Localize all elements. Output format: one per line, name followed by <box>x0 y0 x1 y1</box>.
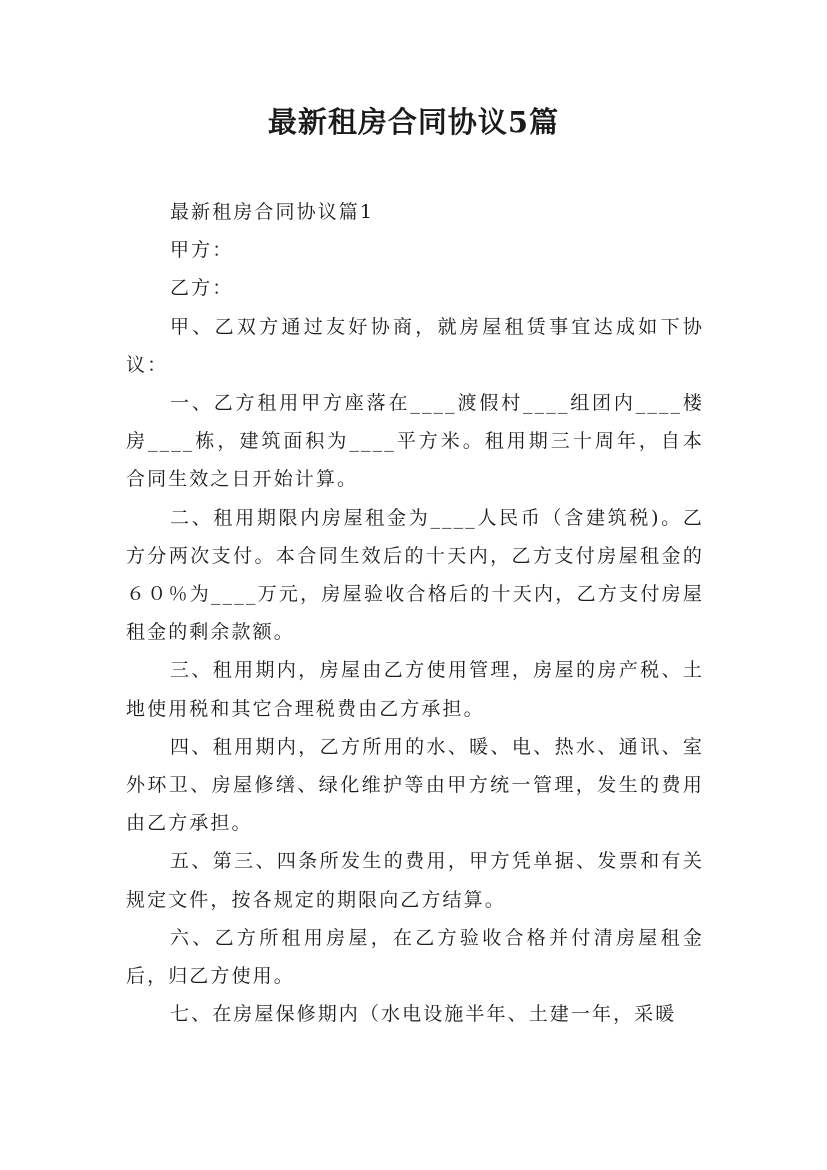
clause-1: 一、乙方租用甲方座落在____渡假村____组团内____楼房____栋，建筑面积为____平方米。租用期三十周年，自本合同生效之日开始计算。 <box>126 392 704 491</box>
clause-7: 七、在房屋保修期内（水电设施半年、土建一年，采暖 <box>170 1003 677 1026</box>
document-body <box>126 193 704 1033</box>
clause-3: 三、租用期内，房屋由乙方使用管理，房屋的房产税、土地使用税和其它合理税费由乙方承担。 <box>126 659 704 720</box>
party-b-line: 乙方： <box>170 277 234 300</box>
clause-4: 四、租用期内，乙方所用的水、暖、电、热水、通讯、室外环卫、房屋修缮、绿化维护等由甲方统一管理，发生的费用由乙方承担。 <box>126 735 704 835</box>
document-title: 最新租房合同协议5篇 <box>267 105 560 139</box>
clause-6: 六、乙方所租用房屋，在乙方验收合格并付清房屋租金后，归乙方使用。 <box>126 926 704 988</box>
intro-paragraph: 甲、乙双方通过友好协商，就房屋租赁事宜达成如下协议： <box>126 315 704 376</box>
clause-5: 五、第三、四条所发生的费用，甲方凭单据、发票和有关规定文件，按各规定的期限向乙方结算。 <box>126 850 704 911</box>
section-heading: 最新租房合同协议篇1 <box>170 201 375 223</box>
party-a-line: 甲方： <box>170 239 234 262</box>
clause-2: 二、租用期限内房屋租金为____人民币（含建筑税)。乙方分两次支付。本合同生效后的十天内，乙方支付房屋租金的６０％为____万元，房屋验收合格后的十天内，乙方支付房屋租金的剩余款额。 <box>126 506 704 644</box>
